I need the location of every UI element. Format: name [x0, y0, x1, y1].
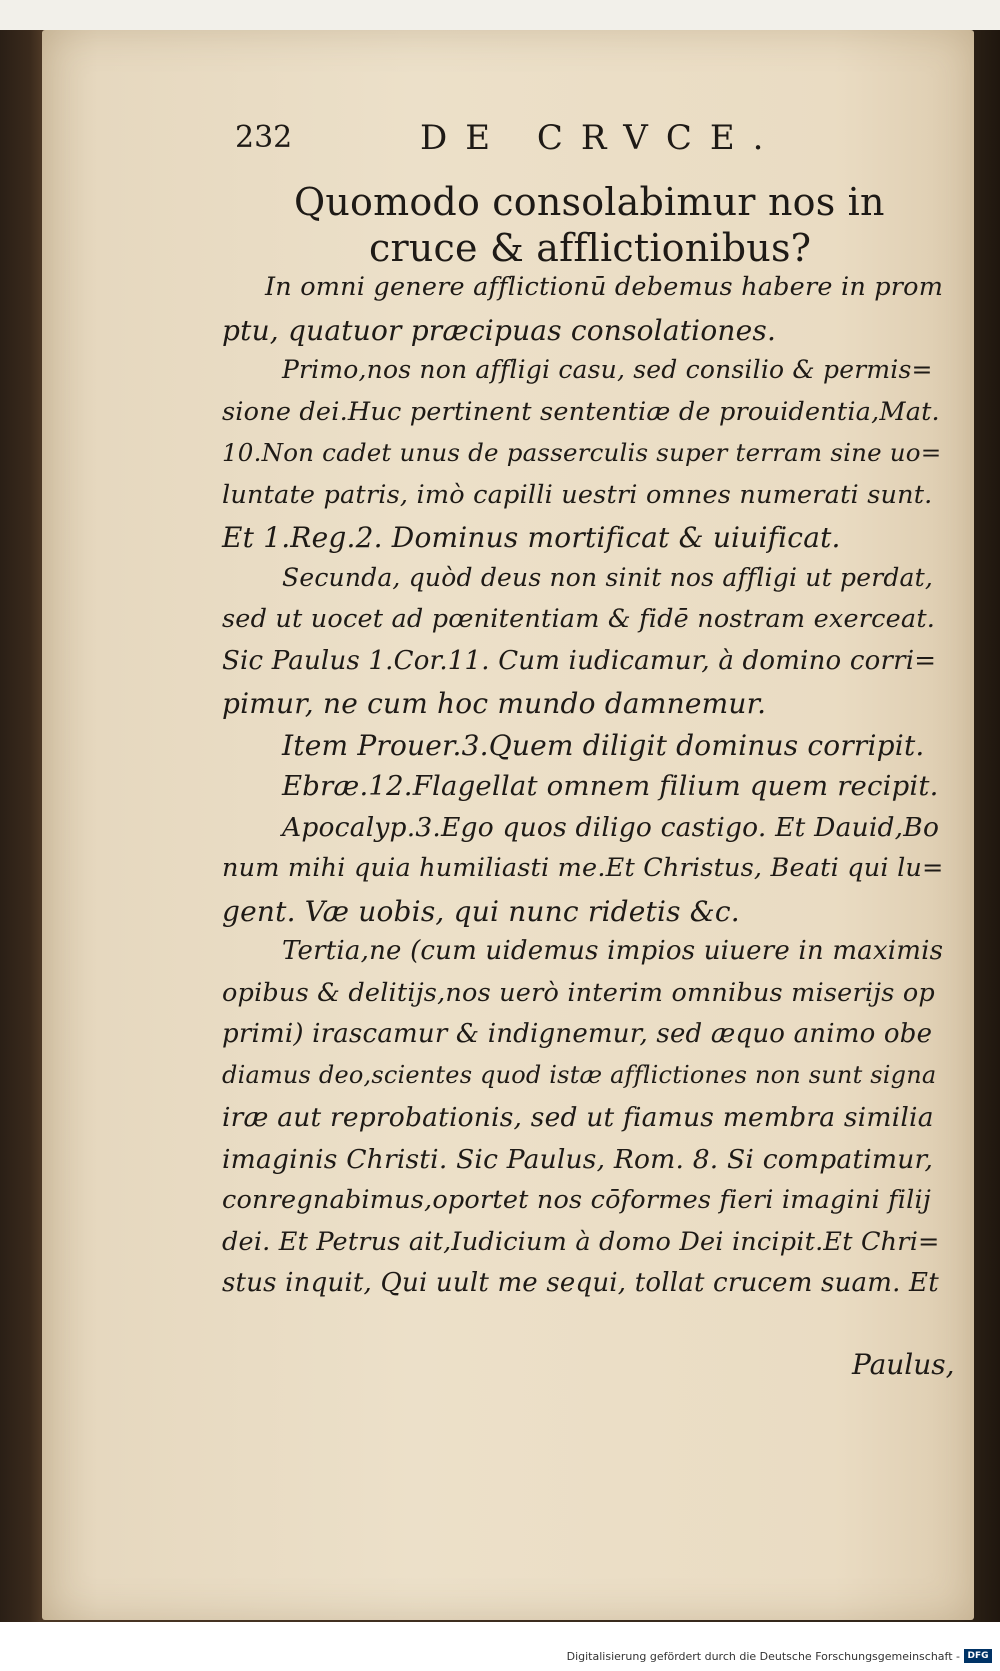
- body-line: Ebræ.12.Flagellat omnem filium quem recipit.: [282, 770, 939, 802]
- body-line: dei. Et Petrus ait,Iudicium à domo Dei incipit.Et Chri=: [222, 1226, 940, 1257]
- body-line: sed ut uocet ad pœnitentiam & fidē nostram exerceat.: [222, 604, 936, 634]
- page-header: [42, 118, 974, 158]
- body-line: opibus & delitijs,nos uerò interim omnibus miserijs op: [222, 977, 935, 1008]
- dfg-logo: DFG: [964, 1649, 992, 1663]
- chapter-title-line-2: cruce & afflictionibus?: [369, 226, 812, 270]
- page-number: 232: [235, 120, 293, 155]
- body-line: imaginis Christi. Sic Paulus, Rom. 8. Si compatimur,: [222, 1143, 934, 1175]
- body-line: Secunda, quòd deus non sinit nos affligi ut perdat,: [282, 562, 934, 592]
- body-line: 10.Non cadet unus de passerculis super terram sine uo=: [222, 438, 942, 467]
- body-line: conregnabimus,oportet nos cōformes fieri imagini filij: [222, 1185, 931, 1215]
- body-line: pimur, ne cum hoc mundo damnemur.: [222, 687, 767, 720]
- body-line: Tertia,ne (cum uidemus impios uiuere in maximis: [282, 936, 944, 966]
- chapter-title-line-1: Quomodo consolabimur nos in: [294, 180, 885, 224]
- body-line: Primo,nos non affligi casu, sed consilio & permis=: [282, 355, 933, 384]
- body-line: gent. Væ uobis, qui nunc ridetis &c.: [222, 894, 740, 928]
- body-line: Apocalyp.3.Ego quos diligo castigo. Et Dauid,Bo: [282, 811, 940, 843]
- body-line: num mihi quia humiliasti me.Et Christus, Beati qui lu=: [222, 853, 944, 883]
- body-line: Et 1.Reg.2. Dominus mortificat & uiuificat.: [222, 521, 841, 554]
- body-line: Sic Paulus 1.Cor.11. Cum iudicamur, à domino corri=: [222, 645, 937, 676]
- body-line: diamus deo,scientes quod istæ afflictiones non sunt signa: [222, 1060, 937, 1089]
- funding-credit: Digitalisierung gefördert durch die Deutsche Forschungsgemeinschaft -: [566, 1650, 960, 1663]
- digitization-footer: [0, 1622, 1000, 1671]
- body-line: sione dei.Huc pertinent sententiæ de prouidentia,Mat.: [222, 396, 940, 427]
- running-title: DE CRVCE.: [420, 118, 782, 158]
- body-line: stus inquit, Qui uult me sequi, tollat crucem suam. Et: [222, 1268, 939, 1298]
- catchword: Paulus,: [852, 1348, 955, 1381]
- body-line: iræ aut reprobationis, sed ut fiamus membra similia: [222, 1102, 934, 1133]
- body-line: primi) irascamur & indignemur, sed æquo animo obe: [222, 1019, 933, 1049]
- scan-top-margin: [0, 0, 1000, 30]
- body-line: Item Prouer.3.Quem diligit dominus corripit.: [282, 728, 925, 762]
- book-page: [42, 30, 974, 1620]
- body-line: In omni genere afflictionū debemus habere in prom: [265, 272, 944, 302]
- body-line: luntate patris, imò capilli uestri omnes numerati sunt.: [222, 479, 933, 510]
- body-line: ptu, quatuor præcipuas consolationes.: [222, 313, 777, 347]
